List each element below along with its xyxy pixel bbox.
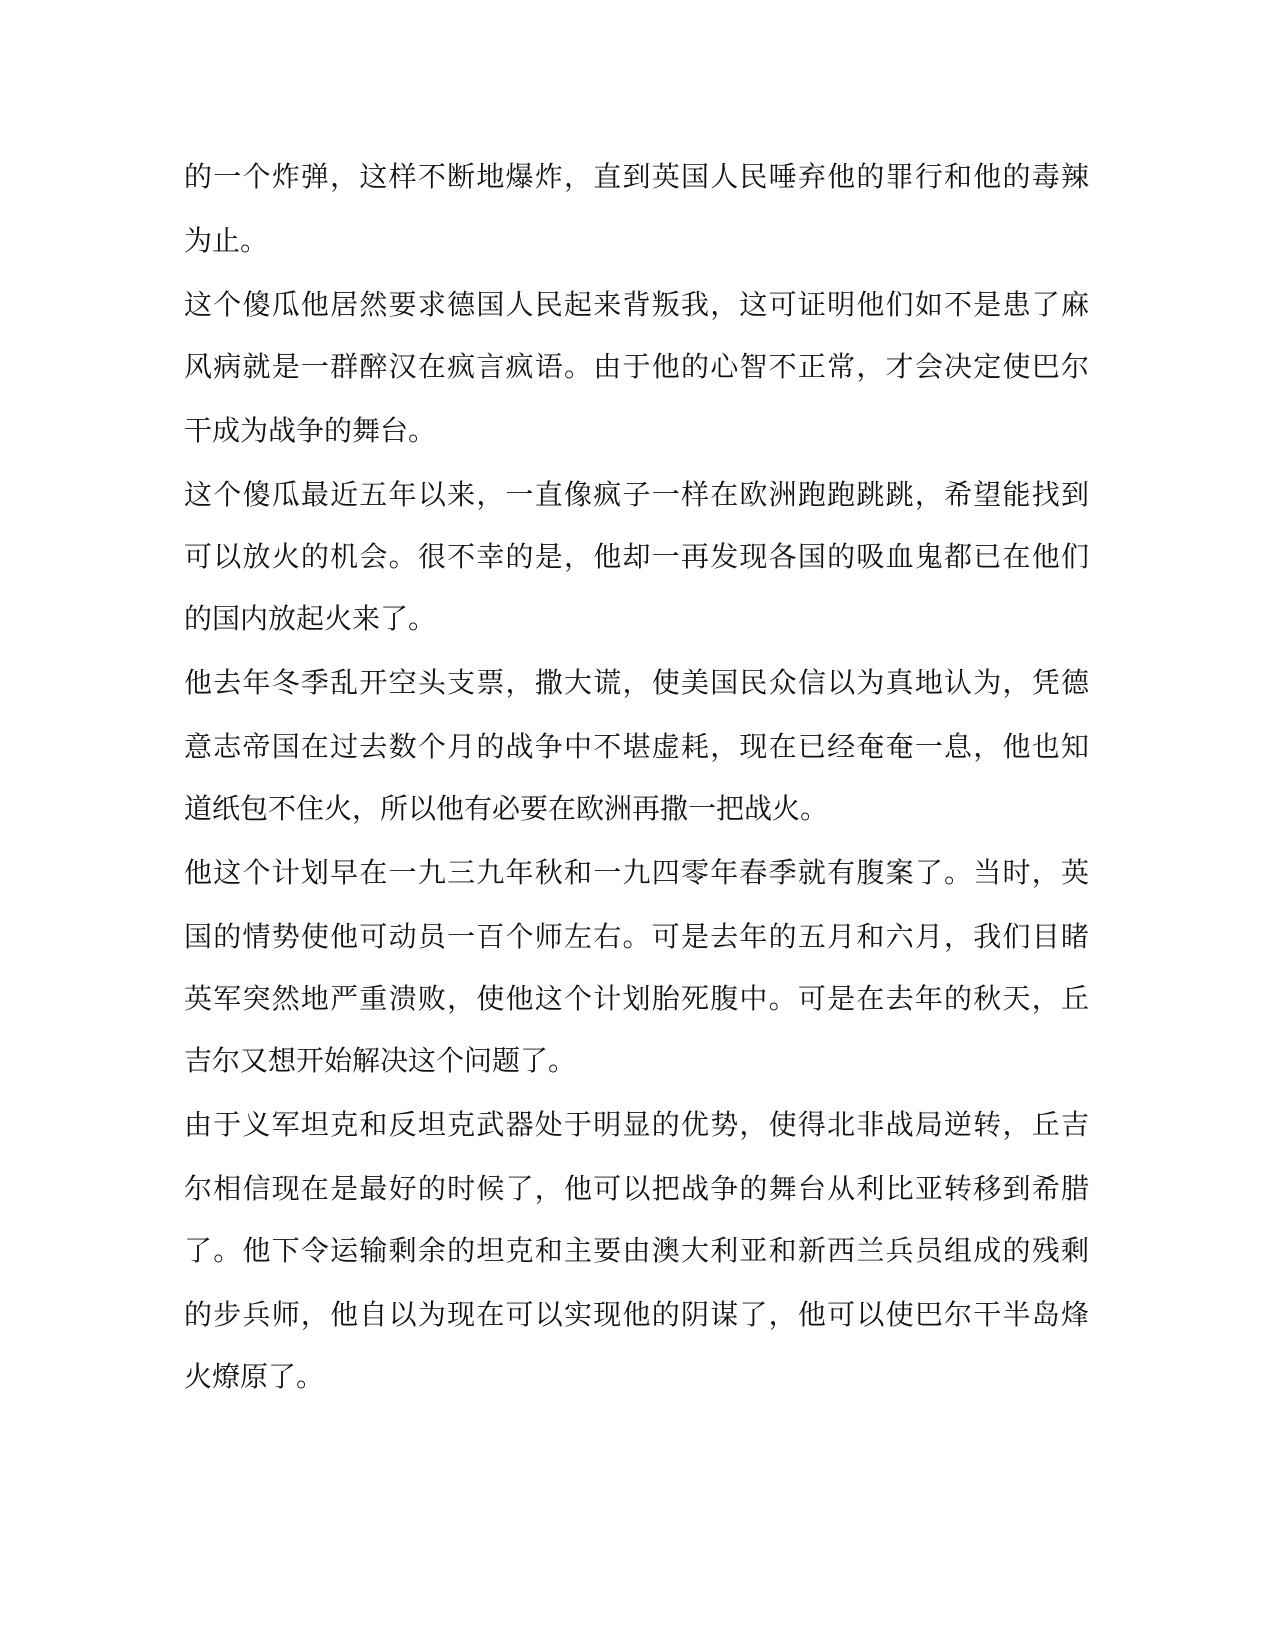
text-line: 的步兵师，他自以为现在可以实现他的阴谋了，他可以使巴尔干半岛烽 [184, 1298, 1089, 1331]
text-line: 了。他下令运输剩余的坦克和主要由澳大利亚和新西兰兵员组成的残剩 [184, 1234, 1089, 1267]
text-line: 意志帝国在过去数个月的战争中不堪虚耗，现在已经奄奄一息，他也知 [184, 730, 1089, 763]
text-line: 尔相信现在是最好的时候了，他可以把战争的舞台从利比亚转移到希腊 [184, 1172, 1089, 1205]
text-line: 的国内放起火来了。 [184, 602, 437, 635]
text-line: 他这个计划早在一九三九年秋和一九四零年春季就有腹案了。当时，英 [184, 856, 1089, 889]
text-line: 英军突然地严重溃败，使他这个计划胎死腹中。可是在去年的秋天，丘 [184, 982, 1089, 1015]
text-line: 为止。 [184, 224, 269, 257]
text-line: 由于义军坦克和反坦克武器处于明显的优势，使得北非战局逆转，丘吉 [184, 1108, 1089, 1141]
text-line: 火燎原了。 [184, 1360, 325, 1393]
text-line: 的一个炸弹，这样不断地爆炸，直到英国人民唾弃他的罪行和他的毒辣 [184, 160, 1089, 193]
text-line: 道纸包不住火，所以他有必要在欧洲再撒一把战火。 [184, 792, 829, 825]
text-line: 可以放火的机会。很不幸的是，他却一再发现各国的吸血鬼都已在他们 [184, 540, 1089, 573]
text-line: 风病就是一群醉汉在疯言疯语。由于他的心智不正常，才会决定使巴尔 [184, 350, 1089, 383]
text-line: 他去年冬季乱开空头支票，撒大谎，使美国民众信以为真地认为，凭德 [184, 666, 1089, 699]
text-line: 这个傻瓜最近五年以来，一直像疯子一样在欧洲跑跑跳跳，希望能找到 [184, 478, 1089, 511]
text-line: 国的情势使他可动员一百个师左右。可是去年的五月和六月，我们目睹 [184, 920, 1089, 953]
text-line: 这个傻瓜他居然要求德国人民起来背叛我，这可证明他们如不是患了麻 [184, 288, 1089, 321]
text-line: 干成为战争的舞台。 [184, 414, 437, 447]
text-line: 吉尔又想开始解决这个问题了。 [184, 1044, 577, 1077]
